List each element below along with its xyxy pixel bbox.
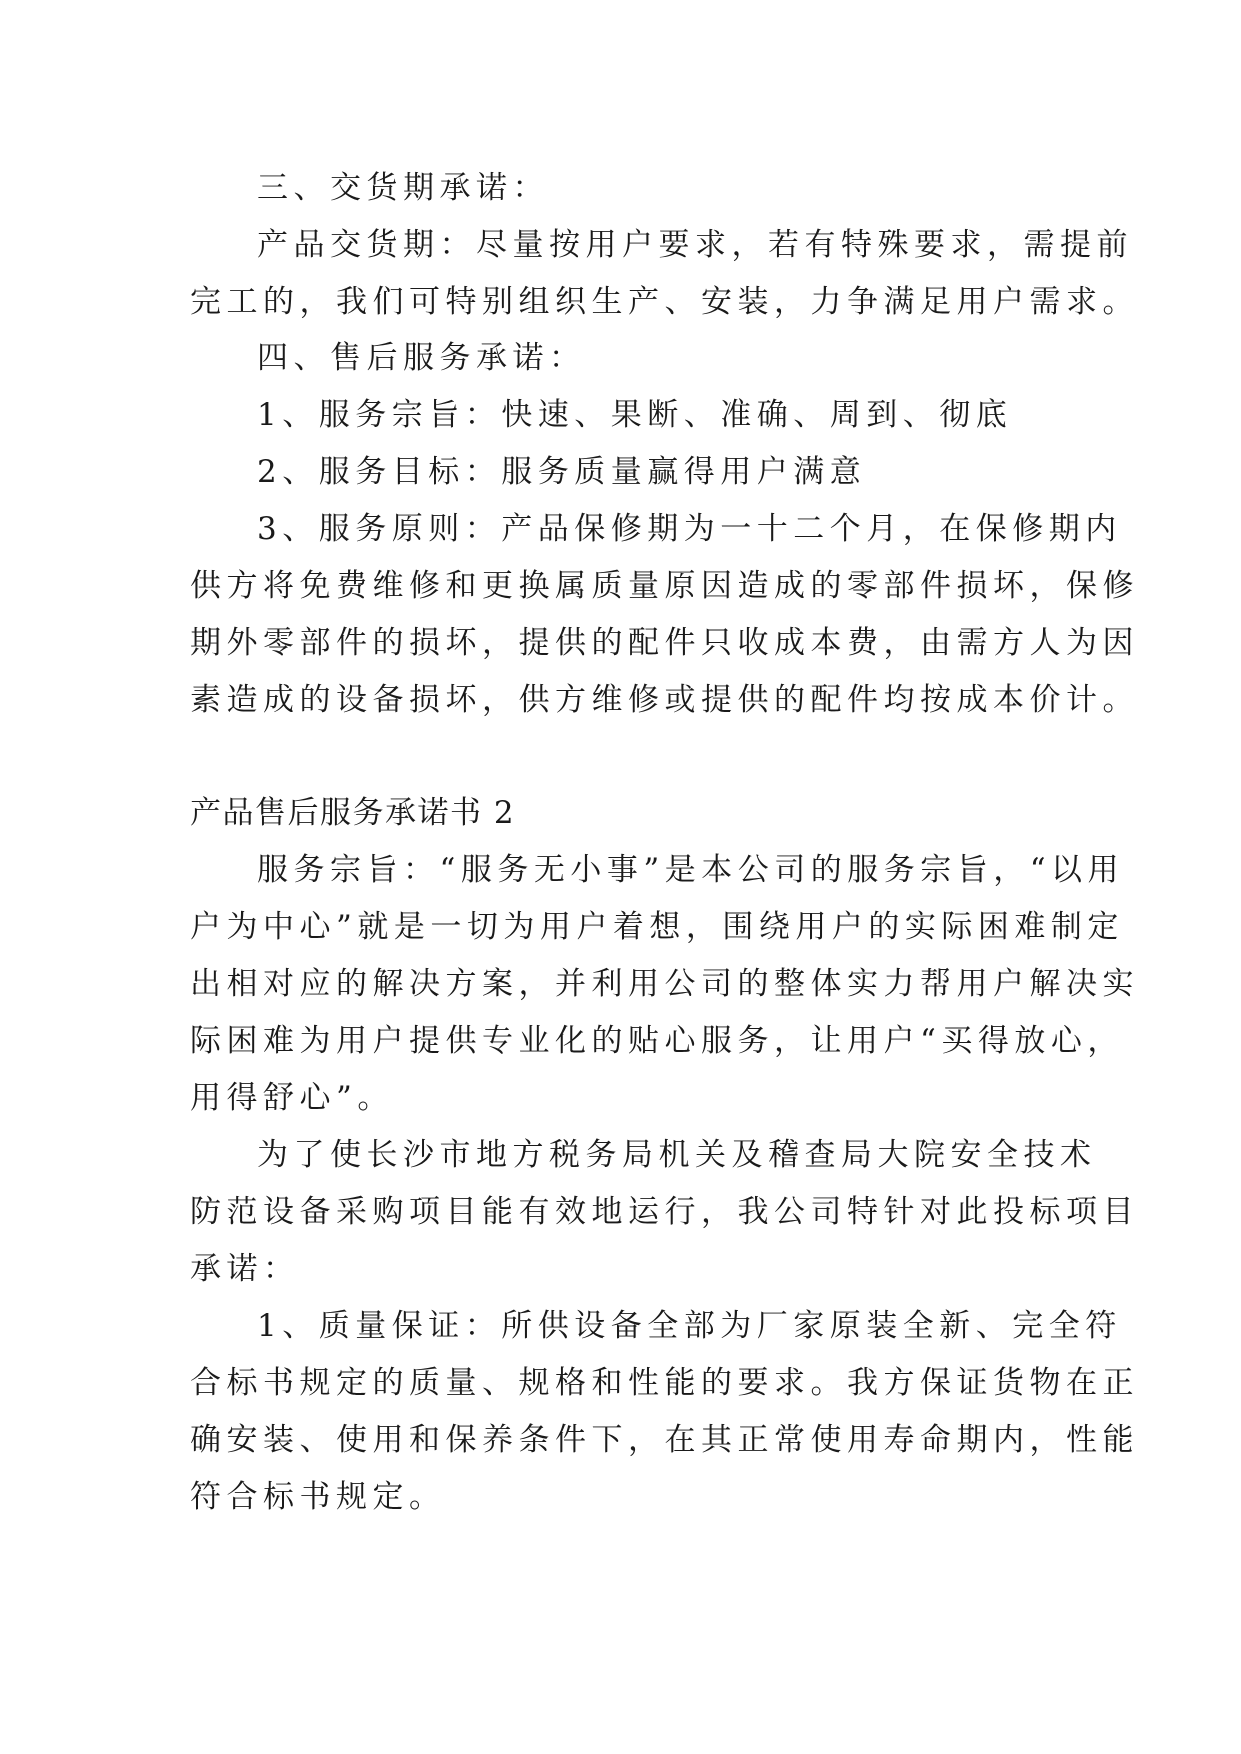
quality-paragraph-line: 确安装、使用和保养条件下，在其正常使用寿命期内，性能 [190, 1422, 1139, 1458]
quality-paragraph-line: 1、质量保证：所供设备全部为厂家原装全新、完全符 [257, 1308, 1122, 1344]
project-paragraph-line: 为了使长沙市地方税务局机关及稽查局大院安全技术 [257, 1137, 1097, 1173]
purpose-paragraph-line: 际困难为用户提供专业化的贴心服务，让用户“买得放心， [190, 1023, 1124, 1059]
purpose-paragraph-line: 户为中心”就是一切为用户着想，围绕用户的实际困难制定 [190, 909, 1124, 945]
service-item-principle-line: 供方将免费维修和更换属质量原因造成的零部件损坏，保修 [190, 568, 1139, 604]
section-title: 产品售后服务承诺书 2 [190, 795, 516, 831]
delivery-heading: 三、交货期承诺： [257, 170, 549, 206]
service-item-principle-line: 3、服务原则：产品保修期为一十二个月，在保修期内 [257, 511, 1122, 547]
after-sales-heading: 四、售后服务承诺： [257, 340, 586, 376]
service-item-goal: 2、服务目标：服务质量赢得用户满意 [257, 454, 867, 490]
quality-paragraph-line: 符合标书规定。 [190, 1479, 446, 1515]
project-paragraph-line: 承诺： [190, 1251, 300, 1287]
purpose-paragraph-line: 出相对应的解决方案，并利用公司的整体实力帮用户解决实 [190, 966, 1139, 1002]
service-item-purpose: 1、服务宗旨：快速、果断、准确、周到、彻底 [257, 397, 1013, 433]
delivery-paragraph-line: 产品交货期：尽量按用户要求，若有特殊要求，需提前 [257, 227, 1133, 263]
service-item-principle-line: 素造成的设备损坏，供方维修或提供的配件均按成本价计。 [190, 682, 1139, 718]
project-paragraph-line: 防范设备采购项目能有效地运行，我公司特针对此投标项目 [190, 1194, 1139, 1230]
quality-paragraph-line: 合标书规定的质量、规格和性能的要求。我方保证货物在正 [190, 1365, 1139, 1401]
purpose-paragraph-line: 服务宗旨：“服务无小事”是本公司的服务宗旨，“以用 [257, 852, 1125, 888]
delivery-paragraph-line: 完工的，我们可特别组织生产、安装，力争满足用户需求。 [190, 284, 1139, 320]
purpose-paragraph-line: 用得舒心”。 [190, 1080, 394, 1116]
service-item-principle-line: 期外零部件的损坏，提供的配件只收成本费，由需方人为因 [190, 625, 1139, 661]
